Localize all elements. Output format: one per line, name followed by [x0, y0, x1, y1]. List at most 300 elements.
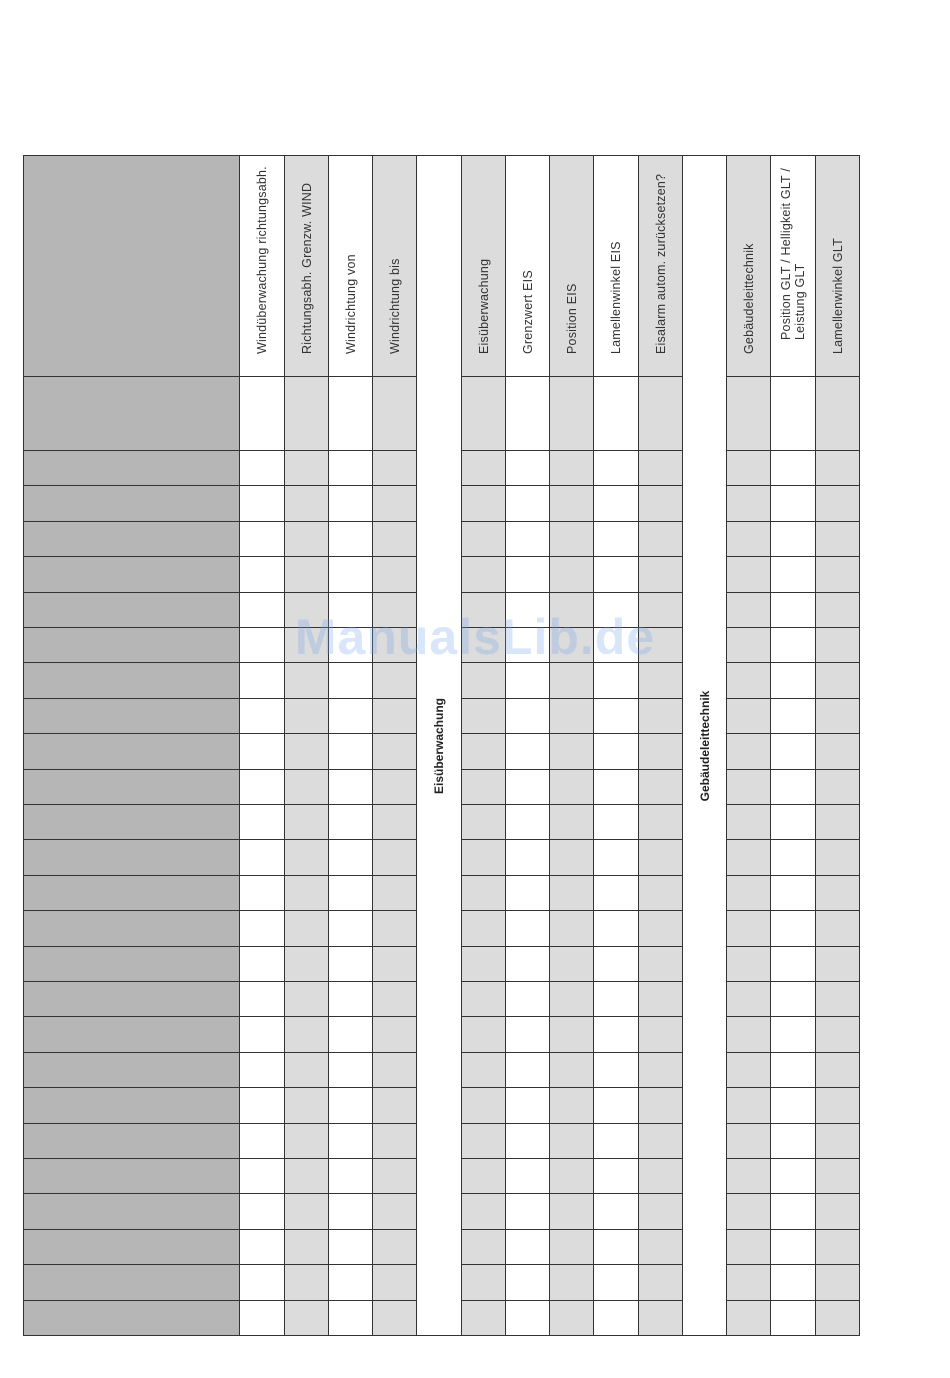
table-cell: [239, 662, 285, 699]
table-cell: [505, 839, 550, 876]
table-cell: [638, 946, 683, 982]
table-cell: [726, 662, 771, 699]
table-cell: [239, 592, 285, 628]
table-cell: [770, 376, 816, 451]
table-cell: [815, 733, 860, 770]
table-cell: [549, 556, 594, 593]
table-cell: [328, 592, 373, 628]
table-cell: [549, 1300, 594, 1336]
table-cell: [593, 1052, 639, 1088]
table-cell: [770, 521, 816, 557]
table-cell: [284, 556, 329, 593]
table-cell: [284, 1052, 329, 1088]
table-cell: [815, 1158, 860, 1194]
table-cell: [328, 1016, 373, 1053]
column-header: [770, 155, 816, 377]
table-cell: [328, 769, 373, 805]
table-cell: [593, 1193, 639, 1230]
table-cell: [505, 1300, 550, 1336]
table-cell: [770, 1193, 816, 1230]
table-cell: [726, 946, 771, 982]
table-cell: [770, 733, 816, 770]
column-header: [284, 155, 329, 377]
table-cell: [461, 839, 506, 876]
table-cell: [815, 804, 860, 840]
table-cell: [593, 875, 639, 911]
table-cell: [549, 804, 594, 840]
table-cell: [372, 627, 417, 663]
table-cell: [372, 485, 417, 522]
table-cell: [239, 698, 285, 734]
table-cell: [815, 946, 860, 982]
table-cell: [638, 592, 683, 628]
table-cell: [726, 1300, 771, 1336]
first-column-cell: [23, 1016, 240, 1053]
table-cell: [593, 769, 639, 805]
table-cell: [461, 733, 506, 770]
table-cell: [461, 450, 506, 486]
table-cell: [372, 376, 417, 451]
table-cell: [815, 521, 860, 557]
table-cell: [461, 1087, 506, 1124]
first-column-cell: [23, 769, 240, 805]
table-cell: [328, 1264, 373, 1301]
table-cell: [770, 1264, 816, 1301]
table-cell: [638, 981, 683, 1017]
table-cell: [549, 946, 594, 982]
table-cell: [726, 592, 771, 628]
table-cell: [638, 733, 683, 770]
table-cell: [284, 376, 329, 451]
column-header: [372, 155, 417, 377]
table-cell: [461, 556, 506, 593]
table-cell: [549, 698, 594, 734]
table-cell: [505, 592, 550, 628]
table-cell: [638, 485, 683, 522]
table-cell: [328, 1087, 373, 1124]
column-header-label: Eisalarm autom. zurücksetzen?: [653, 173, 668, 354]
table-cell: [726, 1052, 771, 1088]
table-cell: [549, 485, 594, 522]
first-column-cell: [23, 556, 240, 593]
table-cell: [372, 1052, 417, 1088]
table-cell: [372, 981, 417, 1017]
table-cell: [815, 485, 860, 522]
table-cell: [461, 662, 506, 699]
table-cell: [726, 376, 771, 451]
table-cell: [815, 839, 860, 876]
table-cell: [726, 556, 771, 593]
table-cell: [328, 733, 373, 770]
group-column: [682, 155, 727, 1336]
table-cell: [770, 556, 816, 593]
table-cell: [328, 556, 373, 593]
table-cell: [328, 662, 373, 699]
table-cell: [638, 839, 683, 876]
table-cell: [372, 450, 417, 486]
table-cell: [726, 839, 771, 876]
table-cell: [239, 981, 285, 1017]
table-cell: [593, 733, 639, 770]
table-cell: [239, 521, 285, 557]
table-cell: [505, 376, 550, 451]
table-cell: [461, 769, 506, 805]
table-cell: [239, 1264, 285, 1301]
table-cell: [372, 1193, 417, 1230]
first-column-cell: [23, 662, 240, 699]
table-cell: [549, 592, 594, 628]
table-cell: [461, 1229, 506, 1265]
first-column-cell: [23, 485, 240, 522]
table-cell: [815, 556, 860, 593]
table-cell: [593, 450, 639, 486]
first-column-cell: [23, 1229, 240, 1265]
table-cell: [593, 556, 639, 593]
table-cell: [593, 485, 639, 522]
first-column-cell: [23, 875, 240, 911]
table-cell: [726, 1016, 771, 1053]
table-cell: [284, 1264, 329, 1301]
table-cell: [638, 1229, 683, 1265]
first-column-cell: [23, 1193, 240, 1230]
table-cell: [239, 1193, 285, 1230]
table-cell: [593, 839, 639, 876]
table-cell: [372, 910, 417, 947]
table-cell: [461, 376, 506, 451]
table-cell: [239, 733, 285, 770]
table-cell: [770, 1016, 816, 1053]
table-cell: [461, 1264, 506, 1301]
table-cell: [815, 875, 860, 911]
table-cell: [770, 450, 816, 486]
table-cell: [239, 1087, 285, 1124]
table-cell: [328, 946, 373, 982]
table-cell: [593, 910, 639, 947]
table-cell: [770, 662, 816, 699]
table-cell: [815, 662, 860, 699]
table-cell: [328, 698, 373, 734]
first-column-cell: [23, 1158, 240, 1194]
table-cell: [239, 1158, 285, 1194]
table-cell: [461, 1300, 506, 1336]
table-cell: [284, 698, 329, 734]
table-cell: [328, 521, 373, 557]
table-cell: [505, 1229, 550, 1265]
table-cell: [372, 1123, 417, 1159]
table-cell: [505, 1123, 550, 1159]
first-column-cell: [23, 698, 240, 734]
table-cell: [284, 1300, 329, 1336]
table-cell: [815, 1016, 860, 1053]
table-cell: [505, 627, 550, 663]
table-cell: [770, 627, 816, 663]
table-cell: [549, 627, 594, 663]
table-cell: [593, 521, 639, 557]
table-cell: [549, 1264, 594, 1301]
column-header-label: Gebäudeleittechnik: [741, 243, 756, 354]
table-cell: [638, 875, 683, 911]
table-cell: [549, 521, 594, 557]
table-cell: [815, 769, 860, 805]
table-cell: [284, 839, 329, 876]
table-cell: [461, 1052, 506, 1088]
table-cell: [328, 485, 373, 522]
table-cell: [284, 1087, 329, 1124]
table-cell: [815, 450, 860, 486]
table-cell: [505, 521, 550, 557]
table-cell: [284, 804, 329, 840]
table-cell: [461, 946, 506, 982]
column-header-label: Windüberwachung richtungsabh.: [255, 166, 269, 354]
table-cell: [461, 1158, 506, 1194]
table-cell: [328, 1193, 373, 1230]
first-column-cell: [23, 1052, 240, 1088]
table-cell: [505, 662, 550, 699]
column-header-label: Lamellenwinkel EIS: [609, 241, 623, 354]
table-cell: [770, 1300, 816, 1336]
table-cell: [284, 769, 329, 805]
first-column-cell: [23, 839, 240, 876]
table-cell: [239, 839, 285, 876]
table-cell: [638, 1123, 683, 1159]
table-cell: [593, 1158, 639, 1194]
column-header-label: Windrichtung von: [343, 254, 358, 354]
column-header: [815, 155, 860, 377]
table-cell: [505, 769, 550, 805]
column-header: [549, 155, 594, 377]
table-cell: [770, 592, 816, 628]
table-cell: [815, 376, 860, 451]
table-cell: [770, 804, 816, 840]
table-cell: [284, 662, 329, 699]
table-cell: [726, 1158, 771, 1194]
table-cell: [593, 698, 639, 734]
table-cell: [461, 698, 506, 734]
table-cell: [549, 910, 594, 947]
table-cell: [505, 698, 550, 734]
table-cell: [505, 1052, 550, 1088]
table-cell: [549, 1052, 594, 1088]
table-cell: [505, 1016, 550, 1053]
table-cell: [239, 450, 285, 486]
table-cell: [638, 1052, 683, 1088]
table-cell: [593, 1016, 639, 1053]
table-cell: [549, 1123, 594, 1159]
table-cell: [726, 627, 771, 663]
table-cell: [815, 910, 860, 947]
table-cell: [284, 485, 329, 522]
table-cell: [328, 1229, 373, 1265]
table-cell: [726, 910, 771, 947]
column-header-label: Eisüberwachung: [476, 258, 491, 354]
table-cell: [239, 1016, 285, 1053]
table-cell: [638, 1193, 683, 1230]
table-cell: [549, 733, 594, 770]
table-cell: [372, 839, 417, 876]
table-cell: [593, 1229, 639, 1265]
table-cell: [239, 946, 285, 982]
table-cell: [372, 1229, 417, 1265]
table-cell: [770, 839, 816, 876]
table-cell: [328, 1300, 373, 1336]
table-cell: [593, 804, 639, 840]
table-cell: [770, 769, 816, 805]
first-column-cell: [23, 592, 240, 628]
table-cell: [461, 1016, 506, 1053]
table-cell: [505, 485, 550, 522]
table-cell: [770, 1087, 816, 1124]
column-header-label: Position GLT / Helligkeit GLT / Leistung GLT: [779, 167, 807, 340]
column-header: [593, 155, 639, 377]
table-cell: [549, 839, 594, 876]
table-cell: [726, 1087, 771, 1124]
table-cell: [593, 946, 639, 982]
column-header: [638, 155, 683, 377]
table-cell: [593, 1123, 639, 1159]
column-header-label: Windrichtung bis: [387, 258, 402, 354]
first-column-cell: [23, 1264, 240, 1301]
table-cell: [328, 1158, 373, 1194]
first-column-cell: [23, 804, 240, 840]
table-cell: [726, 1264, 771, 1301]
table-cell: [372, 804, 417, 840]
table-cell: [505, 1087, 550, 1124]
table-cell: [770, 946, 816, 982]
table-cell: [505, 1264, 550, 1301]
first-column-cell: [23, 946, 240, 982]
table-cell: [549, 450, 594, 486]
table-cell: [284, 946, 329, 982]
column-header: [505, 155, 550, 377]
column-header: [239, 155, 285, 377]
table-cell: [505, 946, 550, 982]
table-cell: [593, 1087, 639, 1124]
table-cell: [815, 1229, 860, 1265]
table-cell: [638, 450, 683, 486]
table-cell: [726, 485, 771, 522]
table-cell: [726, 521, 771, 557]
table-cell: [638, 376, 683, 451]
table-cell: [461, 592, 506, 628]
table-cell: [505, 804, 550, 840]
column-header: [726, 155, 771, 377]
table-cell: [239, 1123, 285, 1159]
column-header-label: Grenzwert EIS: [520, 270, 535, 354]
table-cell: [593, 1300, 639, 1336]
table-cell: [239, 804, 285, 840]
table-cell: [549, 1193, 594, 1230]
table-cell: [815, 1052, 860, 1088]
table-cell: [549, 1229, 594, 1265]
table-cell: [284, 627, 329, 663]
table-cell: [372, 1087, 417, 1124]
table-cell: [549, 662, 594, 699]
table-cell: [593, 592, 639, 628]
table-cell: [284, 592, 329, 628]
table-cell: [770, 981, 816, 1017]
table-cell: [815, 627, 860, 663]
table-cell: [372, 733, 417, 770]
table-cell: [505, 733, 550, 770]
group-label: Eisüberwachung: [432, 697, 446, 794]
table-cell: [726, 875, 771, 911]
table-cell: [328, 450, 373, 486]
table-cell: [328, 981, 373, 1017]
table-cell: [549, 769, 594, 805]
table-cell: [372, 556, 417, 593]
table-cell: [328, 804, 373, 840]
first-column-cell: [23, 1300, 240, 1336]
table-cell: [593, 981, 639, 1017]
table-cell: [328, 1123, 373, 1159]
table-cell: [593, 627, 639, 663]
table-cell: [638, 769, 683, 805]
table-cell: [239, 910, 285, 947]
table-cell: [461, 981, 506, 1017]
column-header-label: Lamellenwinkel GLT: [830, 238, 845, 354]
table-cell: [549, 875, 594, 911]
table-cell: [638, 698, 683, 734]
table-cell: [726, 698, 771, 734]
table-cell: [726, 769, 771, 805]
table-cell: [372, 1300, 417, 1336]
table-cell: [372, 592, 417, 628]
table-cell: [239, 485, 285, 522]
table-cell: [372, 946, 417, 982]
table-cell: [726, 1123, 771, 1159]
table-cell: [726, 804, 771, 840]
table-cell: [549, 981, 594, 1017]
table-cell: [328, 875, 373, 911]
table-cell: [239, 1300, 285, 1336]
group-label: Gebäudeleittechnik: [697, 690, 712, 801]
table-cell: [372, 1158, 417, 1194]
first-column-cell: [23, 1087, 240, 1124]
column-header: [461, 155, 506, 377]
table-cell: [461, 804, 506, 840]
table-cell: [549, 1087, 594, 1124]
first-column-cell: [23, 1123, 240, 1159]
table-cell: [549, 1158, 594, 1194]
table-cell: [328, 910, 373, 947]
table-cell: [726, 1193, 771, 1230]
table-cell: [372, 698, 417, 734]
table-cell: [239, 769, 285, 805]
table-cell: [770, 485, 816, 522]
group-column: [416, 155, 462, 1336]
table-cell: [549, 376, 594, 451]
table-cell: [638, 521, 683, 557]
table-cell: [461, 485, 506, 522]
table-cell: [638, 556, 683, 593]
table-cell: [505, 450, 550, 486]
table-cell: [638, 1158, 683, 1194]
first-column-cell: [23, 450, 240, 486]
table-cell: [328, 1052, 373, 1088]
table-cell: [284, 875, 329, 911]
table-cell: [505, 910, 550, 947]
watermark: ManualsLib.de: [294, 609, 656, 665]
table-cell: [770, 1229, 816, 1265]
table-cell: [284, 981, 329, 1017]
table-cell: [461, 910, 506, 947]
table-cell: [593, 662, 639, 699]
table-cell: [726, 450, 771, 486]
table-cell: [593, 1264, 639, 1301]
table-cell: [284, 1016, 329, 1053]
table-cell: [593, 376, 639, 451]
table-cell: [815, 592, 860, 628]
